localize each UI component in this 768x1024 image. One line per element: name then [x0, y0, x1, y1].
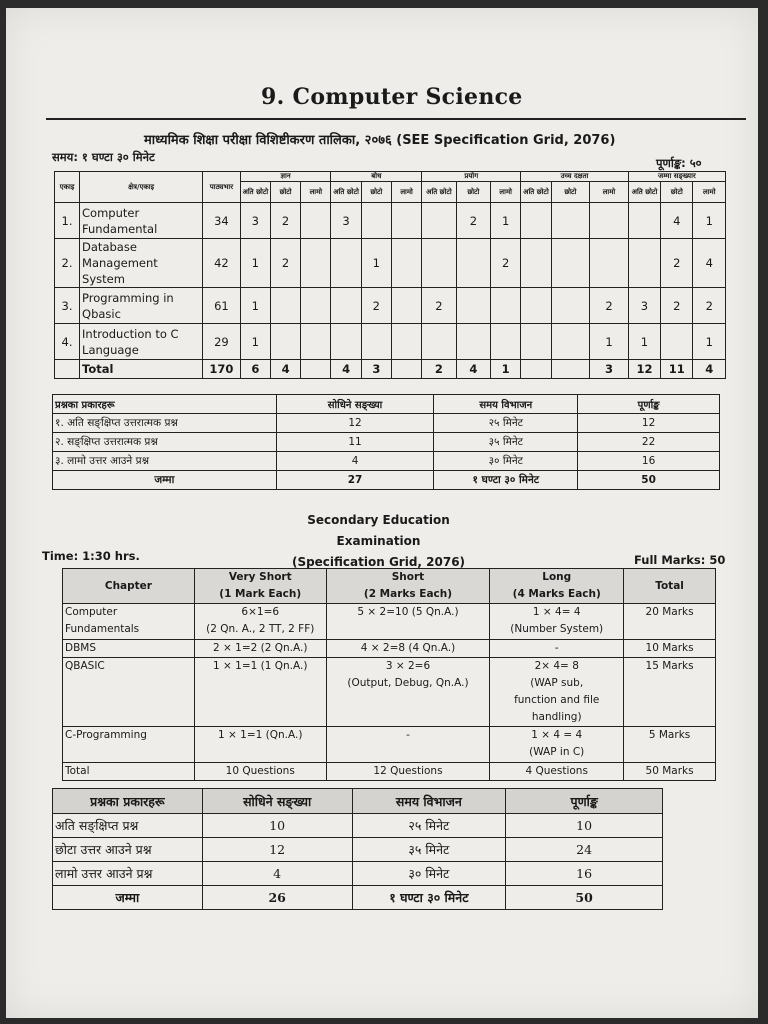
total-total: 50 Marks [624, 763, 716, 781]
grid-cell-t-vs: 3 [628, 288, 660, 324]
grid-cell-a-vs [422, 324, 456, 360]
marks-l-cell [490, 604, 624, 640]
total-s: 12 Questions [326, 763, 490, 781]
page-title: 9. Computer Science [261, 84, 523, 110]
question-count: 4 [276, 452, 434, 471]
grid-cell-a-l [491, 324, 521, 360]
marks-vs-cell [194, 604, 326, 640]
english-title-line-2: (Specification Grid, 2076) [291, 555, 466, 569]
grid-cell-u-vs [331, 239, 361, 288]
header-understanding: बोध [331, 172, 422, 182]
subheader-very-short: अति छोटो [628, 182, 660, 203]
grid-cell-k-l [301, 203, 331, 239]
grid-cell-t-l: 1 [693, 324, 726, 360]
total-question-type: जम्मा [53, 471, 277, 490]
question-type: ३. लामो उत्तर आउने प्रश्न [53, 452, 277, 471]
table-row [53, 433, 720, 452]
time-allocation: ३५ मिनेट [434, 433, 578, 452]
total-label: Total [80, 360, 203, 379]
table-row [63, 604, 716, 640]
chapter-total: 5 Marks [624, 727, 716, 763]
header-time-allocation: समय विभाजन [434, 395, 578, 414]
total-label: Total [63, 763, 195, 781]
header-full-marks: पूर्णाङ्क [578, 395, 720, 414]
time-allocation: ३५ मिनेट [352, 838, 506, 862]
marks: 16 [578, 452, 720, 471]
total-cell-h-l: 3 [590, 360, 629, 379]
total-cell-a-l: 1 [491, 360, 521, 379]
total-cell-t-vs: 12 [628, 360, 660, 379]
grid-cell-h-vs [521, 324, 551, 360]
header-chapter-line: Chapter [104, 579, 152, 592]
document-page [6, 8, 758, 1018]
cell-line: 3 × 2=6 [385, 660, 431, 672]
subheader-very-short: अति छोटो [521, 182, 551, 203]
cell-line: (WAP in C) [529, 746, 585, 758]
unit-number: 4. [55, 324, 80, 360]
cell-line: 6×1=6 [241, 606, 280, 618]
header-question-count: सोधिने सङ्ख्या [276, 395, 434, 414]
total-cell-hours: 170 [203, 360, 241, 379]
question-type-table-1 [52, 394, 720, 490]
grid-cell-a-s [456, 324, 490, 360]
unit-name: Introduction to C Language [80, 324, 203, 360]
grid1-body [55, 203, 726, 379]
unit-number: 2. [55, 239, 80, 288]
grid-cell-a-vs [422, 239, 456, 288]
grid-cell-u-l [391, 324, 421, 360]
table-row [53, 414, 720, 433]
question-type: १. अति सङ्क्षिप्त उत्तरात्मक प्रश्न [53, 414, 277, 433]
total-row [63, 763, 716, 781]
grid-cell-a-s [456, 239, 490, 288]
header-total-line: Total [655, 579, 684, 592]
marks-l-cell [490, 727, 624, 763]
unit-number [55, 360, 80, 379]
marks-s-cell [326, 658, 490, 727]
chapter-name: C-Programming [63, 727, 195, 763]
question-count: 12 [202, 838, 352, 862]
subheader-long: लामो [491, 182, 521, 203]
grid4-body [53, 814, 663, 910]
grid-cell-t-vs [628, 203, 660, 239]
time-allocation: २५ मिनेट [352, 814, 506, 838]
grid-cell-h-vs [521, 288, 551, 324]
total-marks: 50 [506, 886, 663, 910]
title-rule [46, 118, 746, 120]
grid-cell-u-s: 2 [361, 288, 391, 324]
chapter-name: DBMS [63, 640, 195, 658]
grid-cell-a-vs [422, 203, 456, 239]
unit-number: 3. [55, 288, 80, 324]
grid-cell-h-l [590, 239, 629, 288]
unit-name: Computer Fundamental [80, 203, 203, 239]
header-very-short-line: Very Short [228, 571, 292, 583]
total-marks: 50 [578, 471, 720, 490]
time-allocation: २५ मिनेट [434, 414, 578, 433]
header-short [326, 569, 490, 604]
table-row [55, 288, 726, 324]
header-time-allocation: समय विभाजन [352, 789, 506, 814]
subheader-short: छोटो [361, 182, 391, 203]
grid-cell-a-s: 2 [456, 203, 490, 239]
grid-cell-a-l [491, 288, 521, 324]
grid-cell-k-vs: 1 [240, 239, 270, 288]
marks-vs-cell [194, 727, 326, 763]
cell-line: 1 × 4 = 4 [531, 729, 583, 741]
specification-grid-table [54, 171, 726, 379]
grid-cell-u-vs [331, 324, 361, 360]
header-chapter [63, 569, 195, 604]
grid-cell-t-s: 4 [661, 203, 693, 239]
grid-cell-t-l: 2 [693, 288, 726, 324]
total-question-type: जम्मा [53, 886, 203, 910]
marks-s-cell [326, 604, 490, 640]
grid-cell-k-l [301, 324, 331, 360]
header-full-marks: पूर्णाङ्क [506, 789, 663, 814]
header-question-types: प्रश्नका प्रकारहरू [53, 789, 203, 814]
grid-cell-h-s [551, 239, 590, 288]
grid2-body [53, 414, 720, 490]
grid-cell-h-vs [521, 239, 551, 288]
total-vs: 10 Questions [194, 763, 326, 781]
grid-cell-t-s: 2 [661, 239, 693, 288]
subheader-short: छोटो [551, 182, 590, 203]
table-row [53, 452, 720, 471]
subheader-long: लामो [391, 182, 421, 203]
table-row [55, 324, 726, 360]
grid-cell-k-s: 2 [270, 203, 300, 239]
marks-s-cell [326, 727, 490, 763]
question-type: २. सङ्क्षिप्त उत्तरात्मक प्रश्न [53, 433, 277, 452]
header-very-short-line: (1 Mark Each) [219, 588, 302, 600]
table-row [63, 640, 716, 658]
english-specification-table [62, 568, 716, 781]
table-row [63, 658, 716, 727]
cell-line: (WAP sub, [530, 677, 584, 689]
cell-line: 1 × 1=1 (1 Qn.A.) [213, 660, 308, 672]
subheader-short: छोटो [270, 182, 300, 203]
english-title-line-1: Secondary Education Examination [307, 513, 450, 548]
question-type: अति सङ्क्षिप्त प्रश्न [53, 814, 203, 838]
total-cell-u-vs: 4 [331, 360, 361, 379]
table-row [63, 727, 716, 763]
total-row [55, 360, 726, 379]
question-count: 4 [202, 862, 352, 886]
subheader-long: लामो [301, 182, 331, 203]
chapter-name: QBASIC [63, 658, 195, 727]
header-area: क्षेत्र/एकाइ [80, 172, 203, 203]
unit-name: Programming in Qbasic [80, 288, 203, 324]
total-cell-u-s: 3 [361, 360, 391, 379]
marks-vs-cell [194, 658, 326, 727]
total-question-count: 27 [276, 471, 434, 490]
time-allocation: ३० मिनेट [352, 862, 506, 886]
subheader-very-short: अति छोटो [422, 182, 456, 203]
grid-cell-k-l [301, 288, 331, 324]
grid-cell-h-s [551, 288, 590, 324]
grid-cell-k-vs: 1 [240, 324, 270, 360]
question-type: छोटा उत्तर आउने प्रश्न [53, 838, 203, 862]
grid-cell-t-vs [628, 239, 660, 288]
total-cell-h-vs [521, 360, 551, 379]
header-hours: पाठ्यभार [203, 172, 241, 203]
header-very-short [194, 569, 326, 604]
cell-line: 4 × 2=8 (4 Qn.A.) [360, 642, 456, 654]
grid-cell-a-vs: 2 [422, 288, 456, 324]
table-row [55, 203, 726, 239]
total-cell-h-s [551, 360, 590, 379]
grid-cell-k-l [301, 239, 331, 288]
header-short-line: Short [391, 571, 425, 583]
cell-line: 2 × 1=2 (2 Qn.A.) [213, 642, 308, 654]
total-time-allocation: १ घण्टा ३० मिनेट [352, 886, 506, 910]
marks-vs-cell [194, 640, 326, 658]
question-count: 12 [276, 414, 434, 433]
header-row [53, 395, 720, 414]
grid-cell-k-vs: 1 [240, 288, 270, 324]
time-allocation: ३० मिनेट [434, 452, 578, 471]
grid3-body [63, 604, 716, 781]
header-question-count: सोधिने सङ्ख्या [202, 789, 352, 814]
marks: 24 [506, 838, 663, 862]
marks: 10 [506, 814, 663, 838]
cell-line: (2 Qn. A., 2 TT, 2 FF) [206, 623, 315, 635]
marks: 12 [578, 414, 720, 433]
grid-cell-h-s [551, 324, 590, 360]
chapter-total: 15 Marks [624, 658, 716, 727]
header-total [624, 569, 716, 604]
marks: 22 [578, 433, 720, 452]
cell-line: (Output, Debug, Qn.A.) [347, 677, 469, 689]
cell-line: (Number System) [510, 623, 604, 635]
grid-cell-h-vs [521, 203, 551, 239]
grid-cell-u-l [391, 203, 421, 239]
grid-cell-k-vs: 3 [240, 203, 270, 239]
header-row [53, 789, 663, 814]
grid-cell-t-l: 4 [693, 239, 726, 288]
header-question-types: प्रश्नका प्रकारहरू [53, 395, 277, 414]
question-count: 11 [276, 433, 434, 452]
grid-cell-hours: 34 [203, 203, 241, 239]
marks-s-cell [326, 640, 490, 658]
grid-cell-u-l [391, 239, 421, 288]
header-row [63, 569, 716, 604]
marks: 16 [506, 862, 663, 886]
cell-line: - [554, 642, 559, 654]
english-grid-title [276, 510, 481, 573]
total-cell-k-vs: 6 [240, 360, 270, 379]
grid-cell-k-s [270, 288, 300, 324]
grid-cell-h-l: 2 [590, 288, 629, 324]
cell-line: 5 × 2=10 (5 Qn.A.) [357, 606, 459, 618]
chapter-total: 20 Marks [624, 604, 716, 640]
grid-cell-h-s [551, 203, 590, 239]
cell-line: 2× 4= 8 [534, 660, 579, 672]
question-count: 10 [202, 814, 352, 838]
total-cell-t-s: 11 [661, 360, 693, 379]
grid-cell-a-l: 1 [491, 203, 521, 239]
total-cell-t-l: 4 [693, 360, 726, 379]
header-long-line: (4 Marks Each) [512, 588, 601, 600]
grid-cell-t-l: 1 [693, 203, 726, 239]
header-unit: एकाइ [55, 172, 80, 203]
cell-line: - [406, 729, 410, 741]
cell-line: function and file handling) [514, 694, 600, 723]
subheader-short: छोटो [456, 182, 490, 203]
header-higher-ability: उच्च दक्षता [521, 172, 628, 182]
grid-cell-a-l: 2 [491, 239, 521, 288]
subheader-short: छोटो [661, 182, 693, 203]
nepali-time: समय: १ घण्टा ३० मिनेट [52, 150, 155, 164]
header-short-line: (2 Marks Each) [363, 588, 453, 600]
table-row [53, 838, 663, 862]
english-time: Time: 1:30 hrs. [42, 549, 140, 563]
grid-cell-a-s [456, 288, 490, 324]
grid-cell-u-l [391, 288, 421, 324]
header-long [490, 569, 624, 604]
grid-cell-h-l: 1 [590, 324, 629, 360]
table-row [53, 814, 663, 838]
total-cell-k-s: 4 [270, 360, 300, 379]
marks-l-cell [490, 658, 624, 727]
total-time-allocation: १ घण्टा ३० मिनेट [434, 471, 578, 490]
grid-cell-hours: 29 [203, 324, 241, 360]
grid3-head [63, 569, 716, 604]
total-cell-k-l [301, 360, 331, 379]
total-row [53, 471, 720, 490]
grid-cell-t-s [661, 324, 693, 360]
subheader-long: लामो [590, 182, 629, 203]
header-application: प्रयोग [422, 172, 521, 182]
grid-cell-u-s [361, 203, 391, 239]
total-cell-u-l [391, 360, 421, 379]
total-l: 4 Questions [490, 763, 624, 781]
unit-name: Database Management System [80, 239, 203, 288]
total-row [53, 886, 663, 910]
subheader-very-short: अति छोटो [331, 182, 361, 203]
grid-cell-u-vs [331, 288, 361, 324]
nepali-grid-title: माध्यमिक शिक्षा परीक्षा विशिष्टीकरण तालिका, २०७६ (SEE Specification Grid, 2076) [144, 133, 616, 148]
nepali-full-marks: पूर्णाङ्क: ५० [656, 156, 702, 170]
question-type-table-2 [52, 788, 663, 910]
grid-cell-h-l [590, 203, 629, 239]
question-type: लामो उत्तर आउने प्रश्न [53, 862, 203, 886]
grid-cell-u-vs: 3 [331, 203, 361, 239]
unit-number: 1. [55, 203, 80, 239]
english-full-marks: Full Marks: 50 [634, 553, 726, 567]
grid-cell-u-s [361, 324, 391, 360]
subheader-very-short: अति छोटो [240, 182, 270, 203]
grid-cell-hours: 42 [203, 239, 241, 288]
header-knowledge: ज्ञान [240, 172, 331, 182]
header-long-line: Long [542, 571, 572, 583]
chapter-total: 10 Marks [624, 640, 716, 658]
table-row [55, 239, 726, 288]
grid-cell-t-s: 2 [661, 288, 693, 324]
cell-line: 1 × 4= 4 [532, 606, 581, 618]
grid-cell-k-s [270, 324, 300, 360]
grid-cell-u-s: 1 [361, 239, 391, 288]
marks-l-cell [490, 640, 624, 658]
total-cell-a-vs: 2 [422, 360, 456, 379]
chapter-name: Computer Fundamentals [63, 604, 195, 640]
header-total: जम्मा सङ्ख्यार [628, 172, 725, 182]
header-row [55, 172, 726, 182]
cell-line: 1 × 1=1 (Qn.A.) [218, 729, 303, 741]
grid-cell-t-vs: 1 [628, 324, 660, 360]
subheader-long: लामो [693, 182, 726, 203]
total-cell-a-s: 4 [456, 360, 490, 379]
grid-cell-hours: 61 [203, 288, 241, 324]
total-question-count: 26 [202, 886, 352, 910]
grid-cell-k-s: 2 [270, 239, 300, 288]
table-row [53, 862, 663, 886]
